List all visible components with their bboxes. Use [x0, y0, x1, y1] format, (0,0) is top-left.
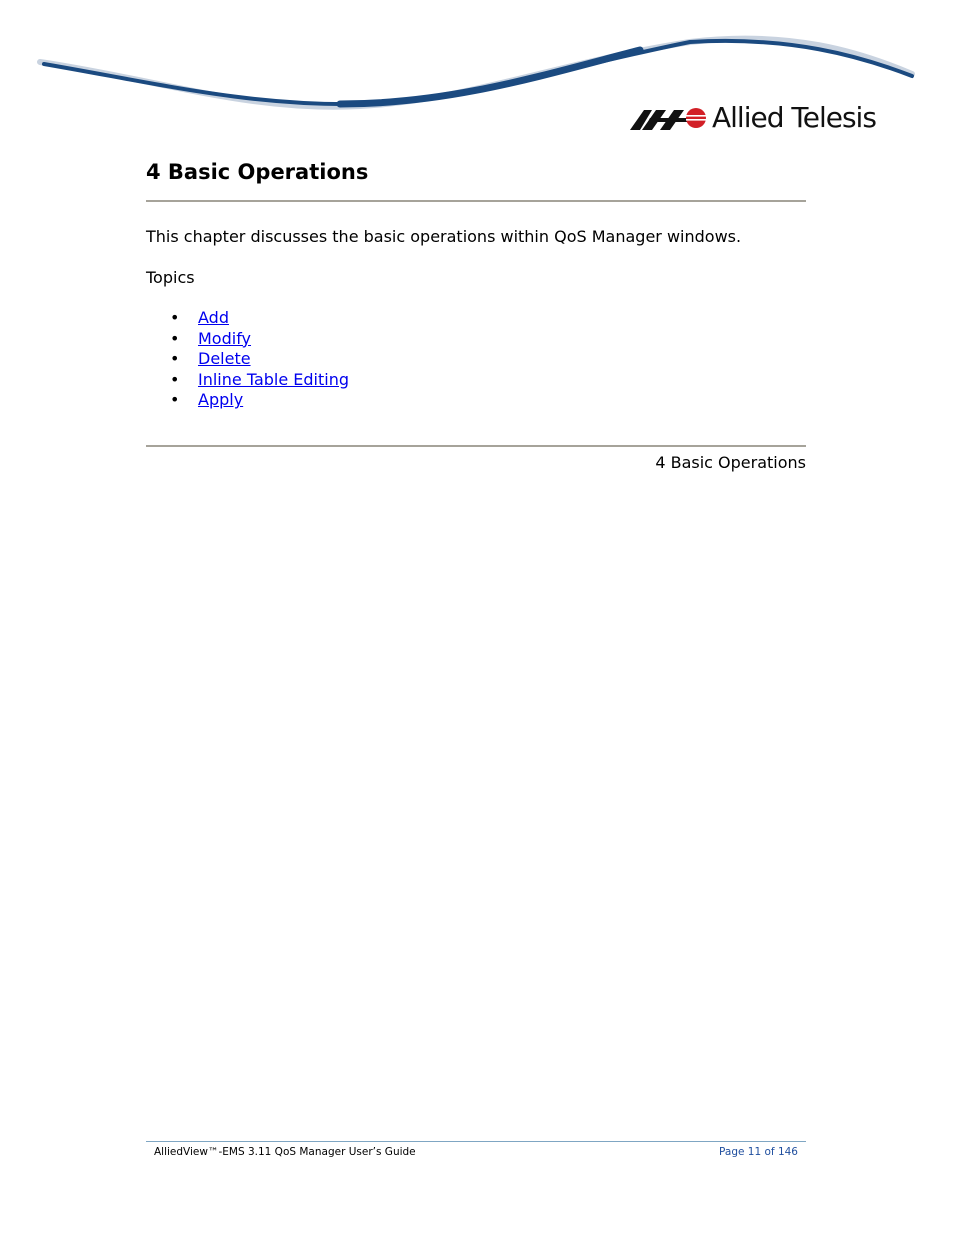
- list-item: [170, 370, 349, 391]
- list-item: [170, 329, 349, 350]
- page-title: 4 Basic Operations: [146, 160, 369, 184]
- logo-mark-icon: [630, 104, 708, 132]
- intro-paragraph: This chapter discusses the basic operations within QoS Manager windows.: [146, 227, 742, 246]
- allied-telesis-logo: [630, 100, 876, 136]
- topic-link-add[interactable]: Add: [198, 308, 229, 327]
- bullet-icon: •: [170, 308, 180, 327]
- topic-link-apply[interactable]: Apply: [198, 390, 244, 410]
- bullet-icon: •: [170, 390, 180, 410]
- topics-heading: Topics: [146, 268, 195, 287]
- title-divider: [146, 200, 806, 202]
- topic-link-inline-table-editing[interactable]: Inline Table Editing: [198, 369, 350, 389]
- page-footer-divider: [146, 1141, 806, 1142]
- topic-link-modify[interactable]: Modify: [198, 328, 252, 348]
- section-footer-label: 4 Basic Operations: [655, 453, 806, 472]
- bullet-icon: •: [170, 349, 180, 369]
- guide-title: AlliedView™-EMS 3.11 QoS Manager User’s Guide: [154, 1146, 416, 1158]
- bullet-icon: •: [170, 369, 180, 389]
- bullet-icon: •: [170, 328, 180, 348]
- section-divider: [146, 445, 806, 447]
- topic-link-delete[interactable]: Delete: [198, 349, 251, 369]
- list-item: [170, 349, 349, 370]
- page-number: Page 11 of 146: [719, 1146, 798, 1158]
- logo-wordmark: Allied Telesis: [712, 101, 876, 134]
- list-item: [170, 308, 349, 329]
- list-item: [170, 390, 349, 411]
- topics-list: [170, 308, 349, 411]
